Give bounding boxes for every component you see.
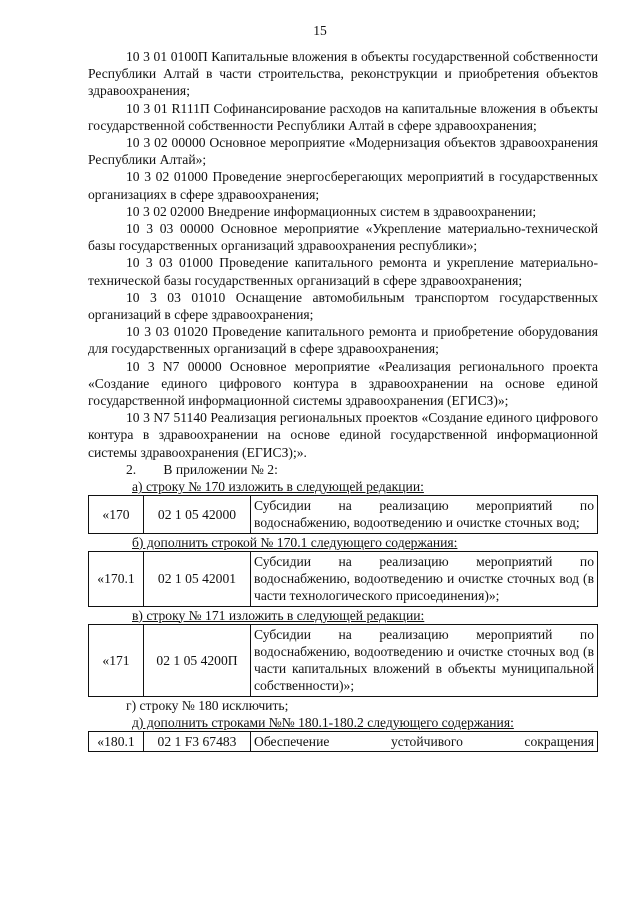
row-text: Субсидии на реализацию мероприятий по водоснабжению, водоотведению и очистке сточных вод (в части капитальных вложений в объекты муниципальной собственности)»; [251, 624, 598, 696]
row-number: «180.1 [89, 731, 144, 751]
row-code: 02 1 05 42000 [144, 496, 251, 533]
subitem-v: в) строку № 171 изложить в следующей редакции: [132, 607, 425, 623]
row-text: Субсидии на реализацию мероприятий по водоснабжению, водоотведению и очистке сточных вод (в части технологического присоединения)»; [251, 551, 598, 606]
row-number: «170 [89, 496, 144, 533]
paragraph-code-103n751140: 10 3 N7 51140 Реализация региональных проектов «Создание единого цифрового контура в здравоохранении на основе единой государственной информационной системы здравоохранения (ЕГИСЗ);». [88, 410, 598, 460]
row-code: 02 1 F3 67483 [144, 731, 251, 751]
row-code: 02 1 05 4200П [144, 624, 251, 696]
row-code: 02 1 05 42001 [144, 551, 251, 606]
table-row-171 [88, 624, 598, 697]
row-number: «170.1 [89, 551, 144, 606]
item-2-heading: 2. В приложении № 2: [126, 461, 278, 477]
paragraph-code-1030301000: 10 3 03 01000 Проведение капитального ремонта и укрепление материально-технической базы государственных организаций в сфере здравоохранения; [88, 255, 598, 288]
subitem-a: а) строку № 170 изложить в следующей редакции: [132, 479, 424, 495]
paragraph-code-1030301020: 10 3 03 01020 Проведение капитального ремонта и приобретение оборудования для государственных организаций в сфере здравоохранения; [88, 324, 598, 357]
row-number: «171 [89, 624, 144, 696]
table-row-170-1 [88, 551, 598, 607]
paragraph-code-1030201000: 10 3 02 01000 Проведение энергосберегающих мероприятий в государственных организациях в сфере здравоохранения; [88, 169, 598, 202]
row-text: Обеспечение устойчивого сокращения [251, 731, 598, 751]
subitem-d: д) дополнить строками №№ 180.1-180.2 следующего содержания: [132, 714, 514, 730]
paragraph-code-10301r111: 10 3 01 R111П Софинансирование расходов на капитальные вложения в объекты государственной собственности Республики Алтай в сфере здравоохранения; [88, 100, 598, 133]
paragraph-code-1030301010: 10 3 03 01010 Оснащение автомобильным транспортом государственных организаций в сфере здравоохранения; [88, 289, 598, 323]
paragraph-code-103n700000: 10 3 N7 00000 Основное мероприятие «Реализация регионального проекта «Создание единого цифрового контура в здравоохранении на основе единой государственной информационной системы здравоохранения (ЕГИСЗ)»; [88, 358, 598, 409]
subitem-b: б) дополнить строкой № 170.1 следующего содержания: [132, 534, 458, 550]
paragraph-code-1030200000: 10 3 02 00000 Основное мероприятие «Модернизация объектов здравоохранения Республики Алтай»; [88, 135, 598, 168]
paragraph-code-1030300000: 10 3 03 00000 Основное мероприятие «Укрепление материально-технической базы государственных организаций здравоохранения республики»; [88, 221, 598, 254]
paragraph-code-1030202000: 10 3 02 02000 Внедрение информационных систем в здравоохранении; [126, 203, 537, 219]
document-body [88, 48, 598, 752]
table-row-180-1 [88, 731, 598, 752]
table-row-170 [88, 495, 598, 533]
subitem-g: г) строку № 180 исключить; [126, 697, 289, 713]
paragraph-code-1030101: 10 3 01 0100П Капитальные вложения в объекты государственной собственности Республики Алтай в части строительства, реконструкции и приобретения объектов здравоохранения; [88, 49, 598, 99]
page-number: 15 [313, 23, 327, 38]
row-text: Субсидии на реализацию мероприятий по водоснабжению, водоотведению и очистке сточных вод; [251, 496, 598, 533]
